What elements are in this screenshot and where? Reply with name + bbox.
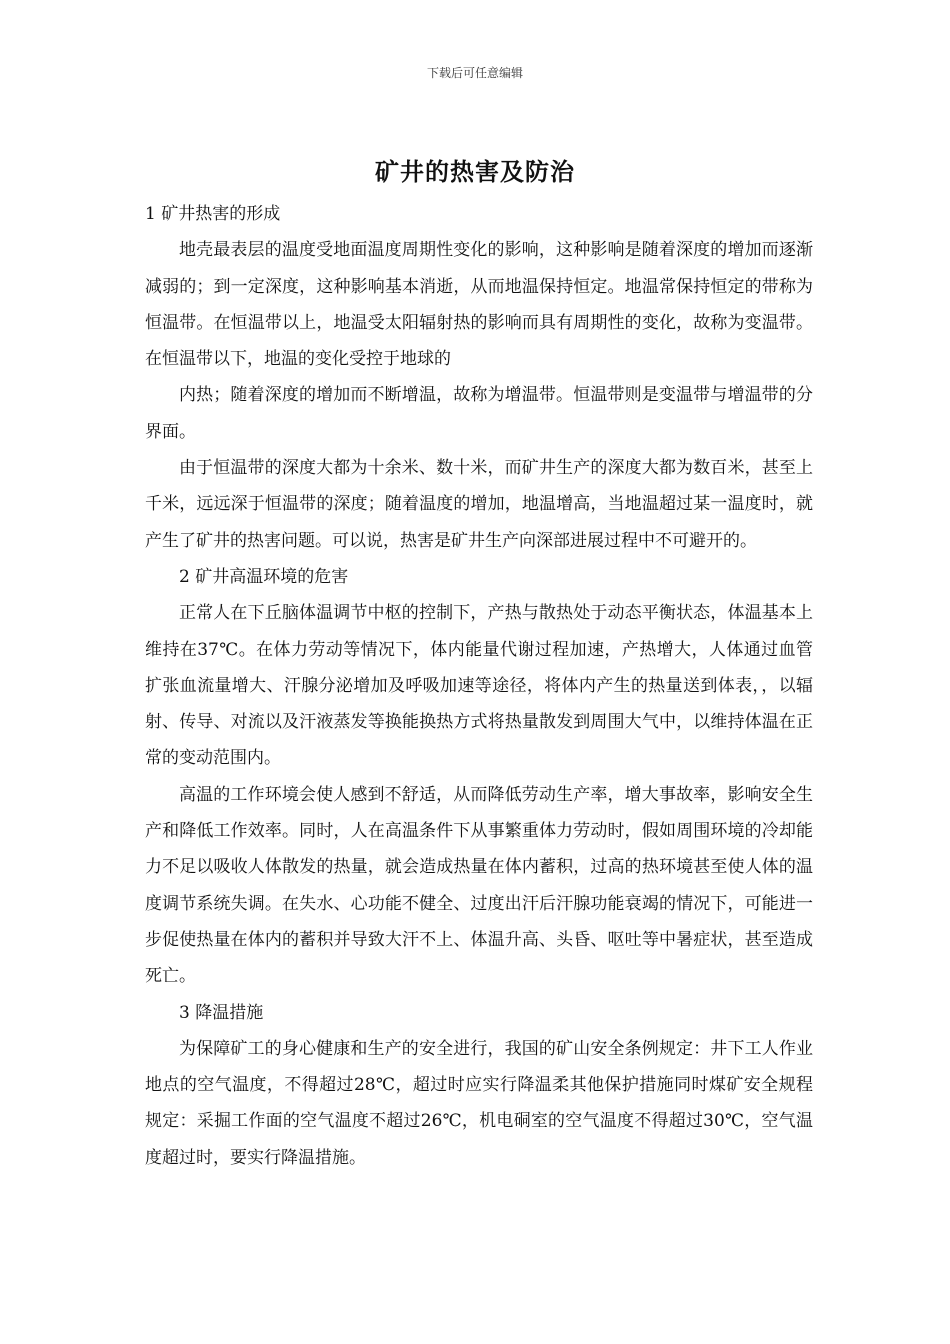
section-2-paragraph-1: 正常人在下丘脑体温调节中枢的控制下，产热与散热处于动态平衡状态，体温基本上维持在37℃。在体力劳动等情况下，体内能量代谢过程加速，产热增大，人体通过血管扩张血流量增大、汗腺分泌增加及呼吸加速等途径，将体内产生的热量送到体表，，以辐射、传导、对流以及汗液蒸发等换能换热方式将热量散发到周围大气中，以维持体温在正常的变动范围内。 — [145, 603, 813, 769]
section-3-heading: 3 降温措施 — [179, 1002, 264, 1023]
document-title: 矿井的热害及防治 — [375, 157, 575, 186]
document-body — [145, 196, 813, 1176]
section-1-heading: 1 矿井热害的形成 — [145, 204, 281, 224]
section-1-paragraph-3: 由于恒温带的深度大都为十余米、数十米，而矿井生产的深度大都为数百米，甚至上千米，远远深于恒温带的深度；随着温度的增加，地温增高，当地温超过某一温度时，就产生了矿井的热害问题。可以说，热害是矿井生产向深部进展过程中不可避开的。 — [145, 458, 813, 551]
section-1-paragraph-2: 内热；随着深度的增加而不断增温，故称为增温带。恒温带则是变温带与增温带的分界面。 — [145, 385, 813, 442]
header-note: 下载后可任意编辑 — [426, 66, 523, 80]
section-3-paragraph-1: 为保障矿工的身心健康和生产的安全进行，我国的矿山安全条例规定：井下工人作业地点的空气温度，不得超过28℃，超过时应实行降温柔其他保护措施同时煤矿安全规程规定：采掘工作面的空气温度不超过26℃，机电硐室的空气温度不得超过30℃，空气温度超过时，要实行降温措施。 — [145, 1038, 813, 1168]
section-2-heading: 2 矿井高温环境的危害 — [179, 566, 349, 587]
section-2-paragraph-2: 高温的工作环境会使人感到不舒适，从而降低劳动生产率，增大事故率，影响安全生产和降低工作效率。同时，人在高温条件下从事繁重体力劳动时，假如周围环境的冷却能力不足以吸收人体散发的热量，就会造成热量在体内蓄积，过高的热环境甚至使人体的温度调节系统失调。在失水、心功能不健全、过度出汗后汗腺功能衰竭的情况下，可能进一步促使热量在体内的蓄积并导致大汗不上、体温升高、头昏、呕吐等中暑症状，甚至造成死亡。 — [145, 784, 813, 987]
section-1-paragraph-1: 地壳最表层的温度受地面温度周期性变化的影响，这种影响是随着深度的增加而逐渐减弱的；到一定深度，这种影响基本消逝，从而地温保持恒定。地温常保持恒定的带称为恒温带。在恒温带以上，地温受太阳辐射热的影响而具有周期性的变化，故称为变温带。在恒温带以下，地温的变化受控于地球的 — [145, 240, 813, 370]
